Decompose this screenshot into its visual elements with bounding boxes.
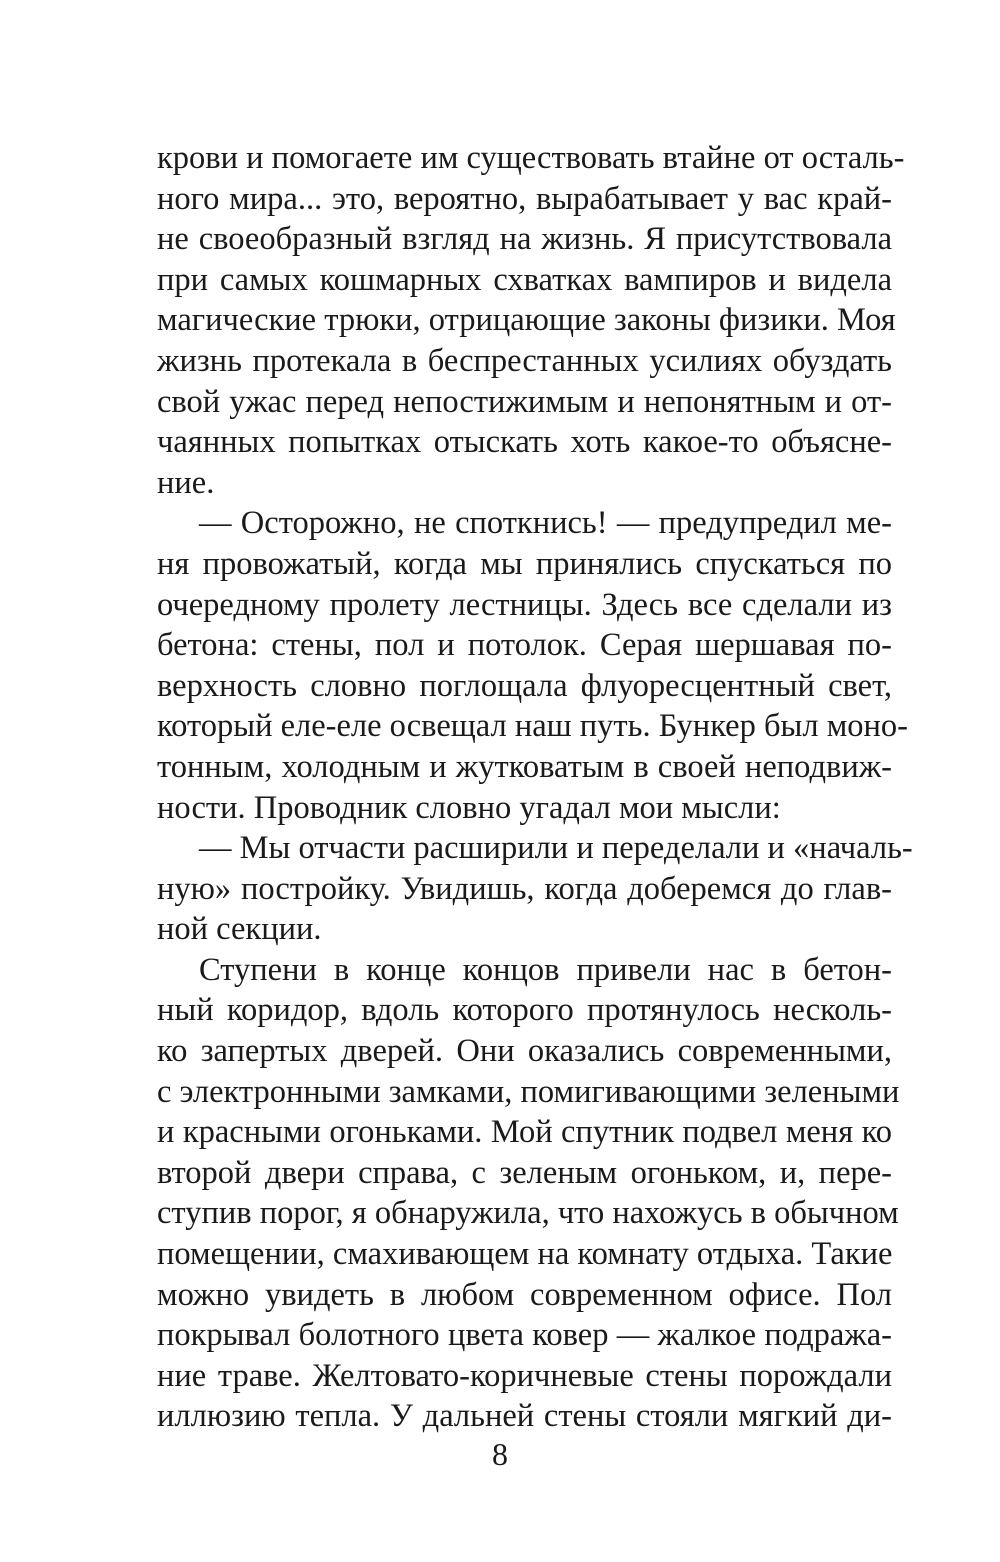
text-line: с электронными замками, помигивающими зелеными xyxy=(157,1073,900,1110)
text-line: очередному пролету лестницы. Здесь все сделали из xyxy=(157,586,892,623)
text-line: при самых кошмарных схватках вампиров и видела xyxy=(157,261,892,298)
text-line: ной секции. xyxy=(157,911,322,948)
text-line: ние. xyxy=(157,464,215,501)
text-line: ко запертых дверей. Они оказались современными, xyxy=(157,1033,892,1070)
text-line: ня провожатый, когда мы принялись спускаться по xyxy=(157,545,892,582)
text-line: ный коридор, вдоль которого протянулось несколь- xyxy=(157,992,892,1029)
text-line: крови и помогаете им существовать втайне от осталь- xyxy=(157,140,905,176)
text-line: бетона: стены, пол и потолок. Серая шершавая по- xyxy=(157,627,892,664)
body-text xyxy=(157,138,913,1437)
text-line: Ступени в конце концов привели нас в бетон- xyxy=(199,951,892,988)
text-line: помещении, смахивающем на комнату отдыха. Такие xyxy=(157,1236,893,1273)
text-line: и красными огоньками. Мой спутник подвел меня ко xyxy=(157,1114,892,1151)
text-line: жизнь протекала в беспрестанных усилиях обуздать xyxy=(157,342,892,379)
text-line: свой ужас перед непостижимым и непонятным и от- xyxy=(157,383,892,420)
text-line: магические трюки, отрицающие законы физики. Моя xyxy=(157,302,896,339)
text-line: тонным, холодным и жутковатым в своей неподвиж- xyxy=(157,748,892,785)
text-line: ние траве. Желтовато-коричневые стены порождали xyxy=(157,1357,892,1394)
text-line: не своеобразный взгляд на жизнь. Я присутствовала xyxy=(157,221,892,258)
text-line: ную» постройку. Увидишь, когда доберемся до глав- xyxy=(157,870,892,907)
text-line: верхность словно поглощала флуоресцентный свет, xyxy=(157,667,892,704)
text-line: ного мира... это, вероятно, вырабатывает у вас край- xyxy=(157,180,892,217)
text-line: — Мы отчасти расширили и переделали и «началь- xyxy=(199,830,913,867)
text-line: можно увидеть в любом современном офисе. Пол xyxy=(157,1276,892,1313)
text-line: — Осторожно, не споткнись! — предупредил ме- xyxy=(199,505,892,542)
text-line: чаянных попытках отыскать хоть какое-то объясне- xyxy=(157,424,892,461)
text-line: покрывал болотного цвета ковер — жалкое подража- xyxy=(157,1317,892,1354)
page-number: 8 xyxy=(492,1436,508,1472)
text-line: второй двери справа, с зеленым огоньком, и, пере- xyxy=(157,1154,892,1191)
text-line: ступив порог, я обнаружила, что нахожусь в обычном xyxy=(157,1195,899,1232)
text-line: ности. Проводник словно угадал мои мысли: xyxy=(157,789,781,826)
text-line: иллюзию тепла. У дальней стены стояли мягкий ди- xyxy=(157,1398,892,1435)
text-line: который еле-еле освещал наш путь. Бункер был моно- xyxy=(157,708,908,745)
